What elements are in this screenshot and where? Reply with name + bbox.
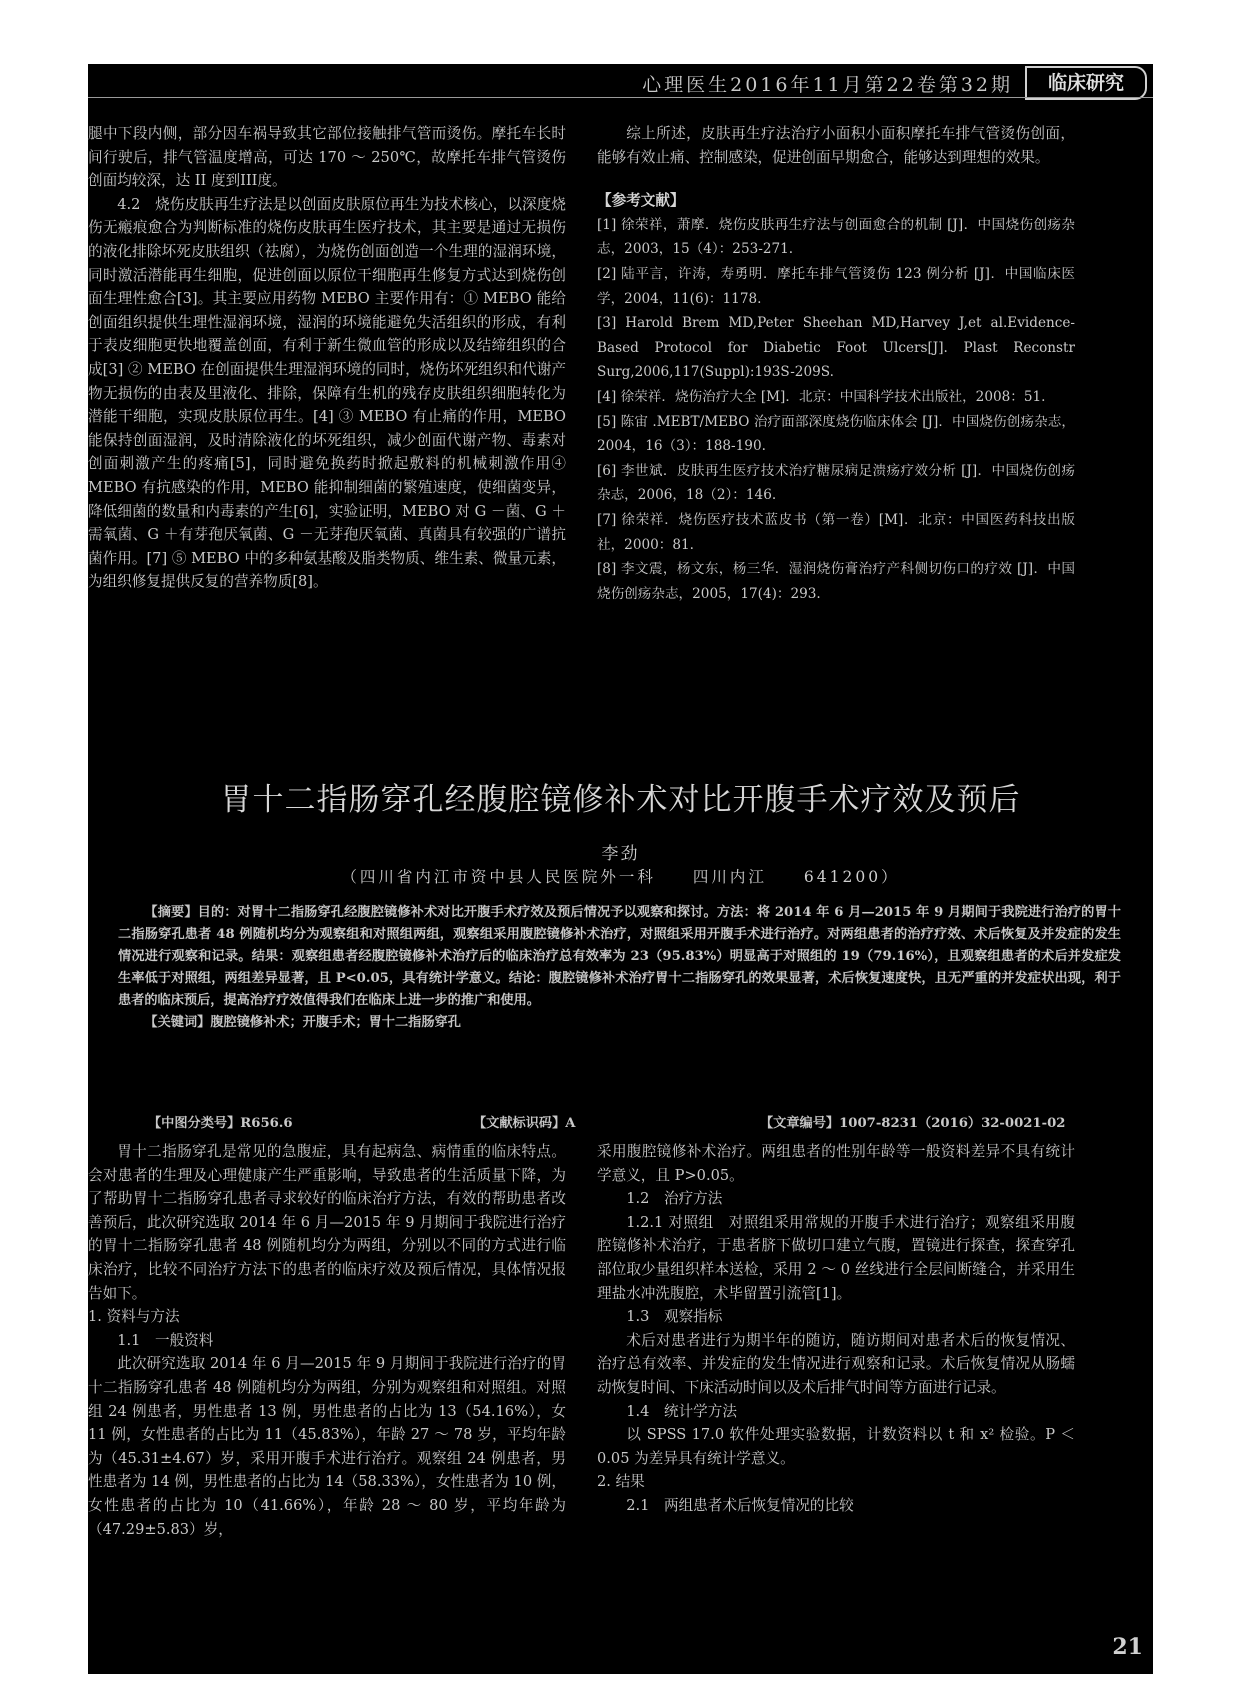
- reference-item: [1] 徐荣祥，萧摩．烧伤皮肤再生疗法与创面愈合的机制 [J]．中国烧伤创疡杂志，2003，15（4）：253-271.: [597, 216, 1075, 258]
- article-number: 【文章编号】1007-8231（2016）32-0021-02: [760, 1116, 1066, 1131]
- top-right-column: [597, 122, 1075, 606]
- paragraph: 1.2.1 对照组 对照组采用常规的开腹手术进行治疗；观察组采用腹腔镜修补术治疗，于患者脐下做切口建立气腹，置镜进行探查，探查穿孔部位取少量组织样本送检，采用 2 ～ 0 丝线进行全层间断缝合，并采用生理盐水冲洗腹腔，术毕留置引流管[1]。: [597, 1213, 1075, 1302]
- paragraph: 此次研究选取 2014 年 6 月—2015 年 9 月期间于我院进行治疗的胃十二指肠穿孔患者 48 例随机均分为两组，分别为观察组和对照组。对照组 24 例患者，男性患者 13 例，男性患者的占比为 13（54.16%），女 11 例，女性患者的占比为 11（45.83%），年龄 27 ～ 78 岁，平均年龄为（45.31±4.67）岁，采用开腹手术进行治疗。观察组 24 例患者，男性患者为 14 例，男性患者的占比为 14（58.33%），女性患者为 10 例，女性患者的占比为 10（41.66%），年龄 28 ～ 80 岁，平均年龄为（47.29±5.83）岁，: [88, 1355, 566, 1538]
- section-heading: 2. 结果: [597, 1473, 645, 1491]
- reference-item: [6] 李世斌．皮肤再生医疗技术治疗糖尿病足溃疡疗效分析 [J]．中国烧伤创疡杂志，2006，18（2）：146.: [597, 462, 1075, 504]
- journal-page: [88, 64, 1153, 1674]
- conclusion-paragraph: 综上所述，皮肤再生疗法治疗小面积小面积摩托车排气管烫伤创面，能够有效止痛、控制感染，促进创面早期愈合，能够达到理想的效果。: [597, 125, 1075, 166]
- references-heading: 【参考文献】: [597, 192, 685, 210]
- paragraph: 腿中下段内侧，部分因车祸导致其它部位接触排气管而烫伤。摩托车长时间行驶后，排气管温度增高，可达 170 ～ 250℃，故摩托车排气管烫伤创面均较深，达 II 度到III度。: [88, 125, 566, 190]
- article-author: 李劲: [601, 844, 640, 864]
- keywords: 【关键词】腹腔镜修补术；开腹手术；胃十二指肠穿孔: [144, 1015, 461, 1030]
- paragraph: 胃十二指肠穿孔是常见的急腹症，具有起病急、病情重的临床特点。会对患者的生理及心理健康产生严重影响，导致患者的生活质量下降，为了帮助胃十二指肠穿孔患者寻求较好的临床治疗方法，有效的帮助患者改善预后，此次研究选取 2014 年 6 月—2015 年 9 月期间于我院进行治疗的胃十二指肠穿孔患者 48 例随机均分为两组，分别以不同的方式进行临床治疗，比较不同治疗方法下的患者的临床疗效及预后情况，具体情况报告如下。: [88, 1143, 566, 1302]
- header-rule: [88, 97, 1153, 98]
- article-title: 胃十二指肠穿孔经腹腔镜修补术对比开腹手术疗效及预后: [220, 782, 1021, 818]
- bottom-right-column: [597, 1140, 1075, 1518]
- paragraph: 采用腹腔镜修补术治疗。两组患者的性别年龄等一般资料差异不具有统计学意义，且 P>0.05。: [597, 1143, 1075, 1184]
- paragraph: 术后对患者进行为期半年的随访，随访期间对患者术后的恢复情况、治疗总有效率、并发症的发生情况进行观察和记录。术后恢复情况从肠蠕动恢复时间、下床活动时间以及术后排气时间等方面进行记录。: [597, 1331, 1075, 1396]
- document-code: 【文献标识码】A: [473, 1116, 576, 1131]
- subsection-heading: 1.3 观察指标: [626, 1308, 723, 1326]
- top-left-column: [88, 122, 566, 594]
- clc-number: 【中图分类号】R656.6: [148, 1116, 293, 1131]
- section-tab: 临床研究: [1025, 66, 1147, 100]
- abstract-block: [118, 902, 1121, 1034]
- paragraph: 以 SPSS 17.0 软件处理实验数据，计数资料以 t 和 x² 检验。P ＜ 0.05 为差异具有统计学意义。: [597, 1426, 1075, 1467]
- page-number: 21: [1112, 1634, 1143, 1660]
- reference-item: [2] 陆平言，许涛，寿勇明．摩托车排气管烫伤 123 例分析 [J]．中国临床医学，2004，11(6)：1178.: [597, 265, 1075, 307]
- reference-item: [4] 徐荣祥．烧伤治疗大全 [M]．北京：中国科学技术出版社，2008：51.: [597, 388, 1046, 405]
- author-affiliation: （四川省内江市资中县人民医院外一科 四川内江 641200）: [341, 868, 900, 886]
- reference-item: [3] Harold Brem MD,Peter Sheehan MD,Harvey J,et al.Evidence-Based Protocol for Diabetic Foot Ulcers[J]. Plast Reconstr Surg,2006,117(Suppl):193S-209S.: [597, 315, 1075, 381]
- journal-issue-label: 心理医生2016年11月第22卷第32期: [642, 74, 1013, 96]
- subsection-heading: 1.4 统计学方法: [626, 1402, 737, 1420]
- paragraph: 4.2 烧伤皮肤再生疗法是以创面皮肤原位再生为技术核心，以深度烧伤无瘢痕愈合为判断标准的烧伤皮肤再生医疗技术，其主要是通过无损伤的液化排除坏死皮肤组织（祛腐），为烧伤创面创造一个生理的湿润环境，同时激活潜能再生细胞，促进创面以原位干细胞再生修复方式达到烧伤创面生理性愈合[3]。其主要应用药物 MEBO 主要作用有：① MEBO 能给创面组织提供生理性湿润环境，湿润的环境能避免失活组织的形成，有利于表皮细胞更快地覆盖创面，有利于新生微血管的形成以及结缔组织的合成[3] ② MEBO 在创面提供生理湿润环境的同时，烧伤坏死组织和代谢产物无损伤的由表及里液化、排除，保障有生机的残存皮肤组织细胞转化为潜能干细胞，实现皮肤原位再生。[4] ③ MEBO 有止痛的作用，MEBO 能保持创面湿润，及时清除液化的坏死组织，减少创面代谢产物、毒素对创面刺激产生的疼痛[5]，同时避免换药时掀起敷料的机械刺激作用④ MEBO 有抗感染的作用，MEBO 能抑制细菌的繁殖速度，使细菌变异，降低细菌的数量和内毒素的产生[6]，实验证明，MEBO 对 G －菌、G ＋需氧菌、G ＋有芽孢厌氧菌、G －无芽孢厌氧菌、真菌具有较强的广谱抗菌作用。[7] ⑤ MEBO 中的多种氨基酸及脂类物质、维生素、微量元素，为组织修复提供反复的营养物质[8]。: [88, 195, 566, 591]
- subsection-heading: 2.1 两组患者术后恢复情况的比较: [626, 1496, 854, 1514]
- bottom-left-column: [88, 1140, 566, 1541]
- subsection-heading: 1.1 一般资料: [117, 1331, 214, 1349]
- reference-item: [8] 李文震，杨文东，杨三华．湿润烧伤膏治疗产科侧切伤口的疗效 [J]．中国烧伤创疡杂志，2005，17(4)：293.: [597, 561, 1075, 602]
- reference-item: [7] 徐荣祥．烧伤医疗技术蓝皮书（第一卷）[M]．北京：中国医药科技出版社，2000：81.: [597, 511, 1075, 553]
- abstract-text: 【摘要】目的：对胃十二指肠穿孔经腹腔镜修补术对比开腹手术疗效及预后情况予以观察和探讨。方法：将 2014 年 6 月—2015 年 9 月期间于我院进行治疗的胃十二指肠穿孔患者 48 例随机均分为观察组和对照组两组，观察组采用腹腔镜修补术治疗，对照组采用开腹手术进行治疗。对两组患者的治疗疗效、术后恢复及并发症的发生情况进行观察和记录。结果：观察组患者经腹腔镜修补术治疗后的临床治疗总有效率为 23（95.83%）明显高于对照组的 19（79.16%），且观察组患者的术后并发症发生率低于对照组，两组差异显著，且 P<0.05，具有统计学意义。结论：腹腔镜修补术治疗胃十二指肠穿孔的效果显著，术后恢复速度快，且无严重的并发症状出现，利于患者的临床预后，提高治疗疗效值得我们在临床上进一步的推广和使用。: [118, 905, 1121, 1008]
- subsection-heading: 1.2 治疗方法: [626, 1190, 723, 1208]
- section-heading: 1. 资料与方法: [88, 1308, 180, 1326]
- reference-item: [5] 陈宙 .MEBT/MEBO 治疗面部深度烧伤临床体会 [J]．中国烧伤创疡杂志，2004，16（3）：188-190.: [597, 413, 1075, 455]
